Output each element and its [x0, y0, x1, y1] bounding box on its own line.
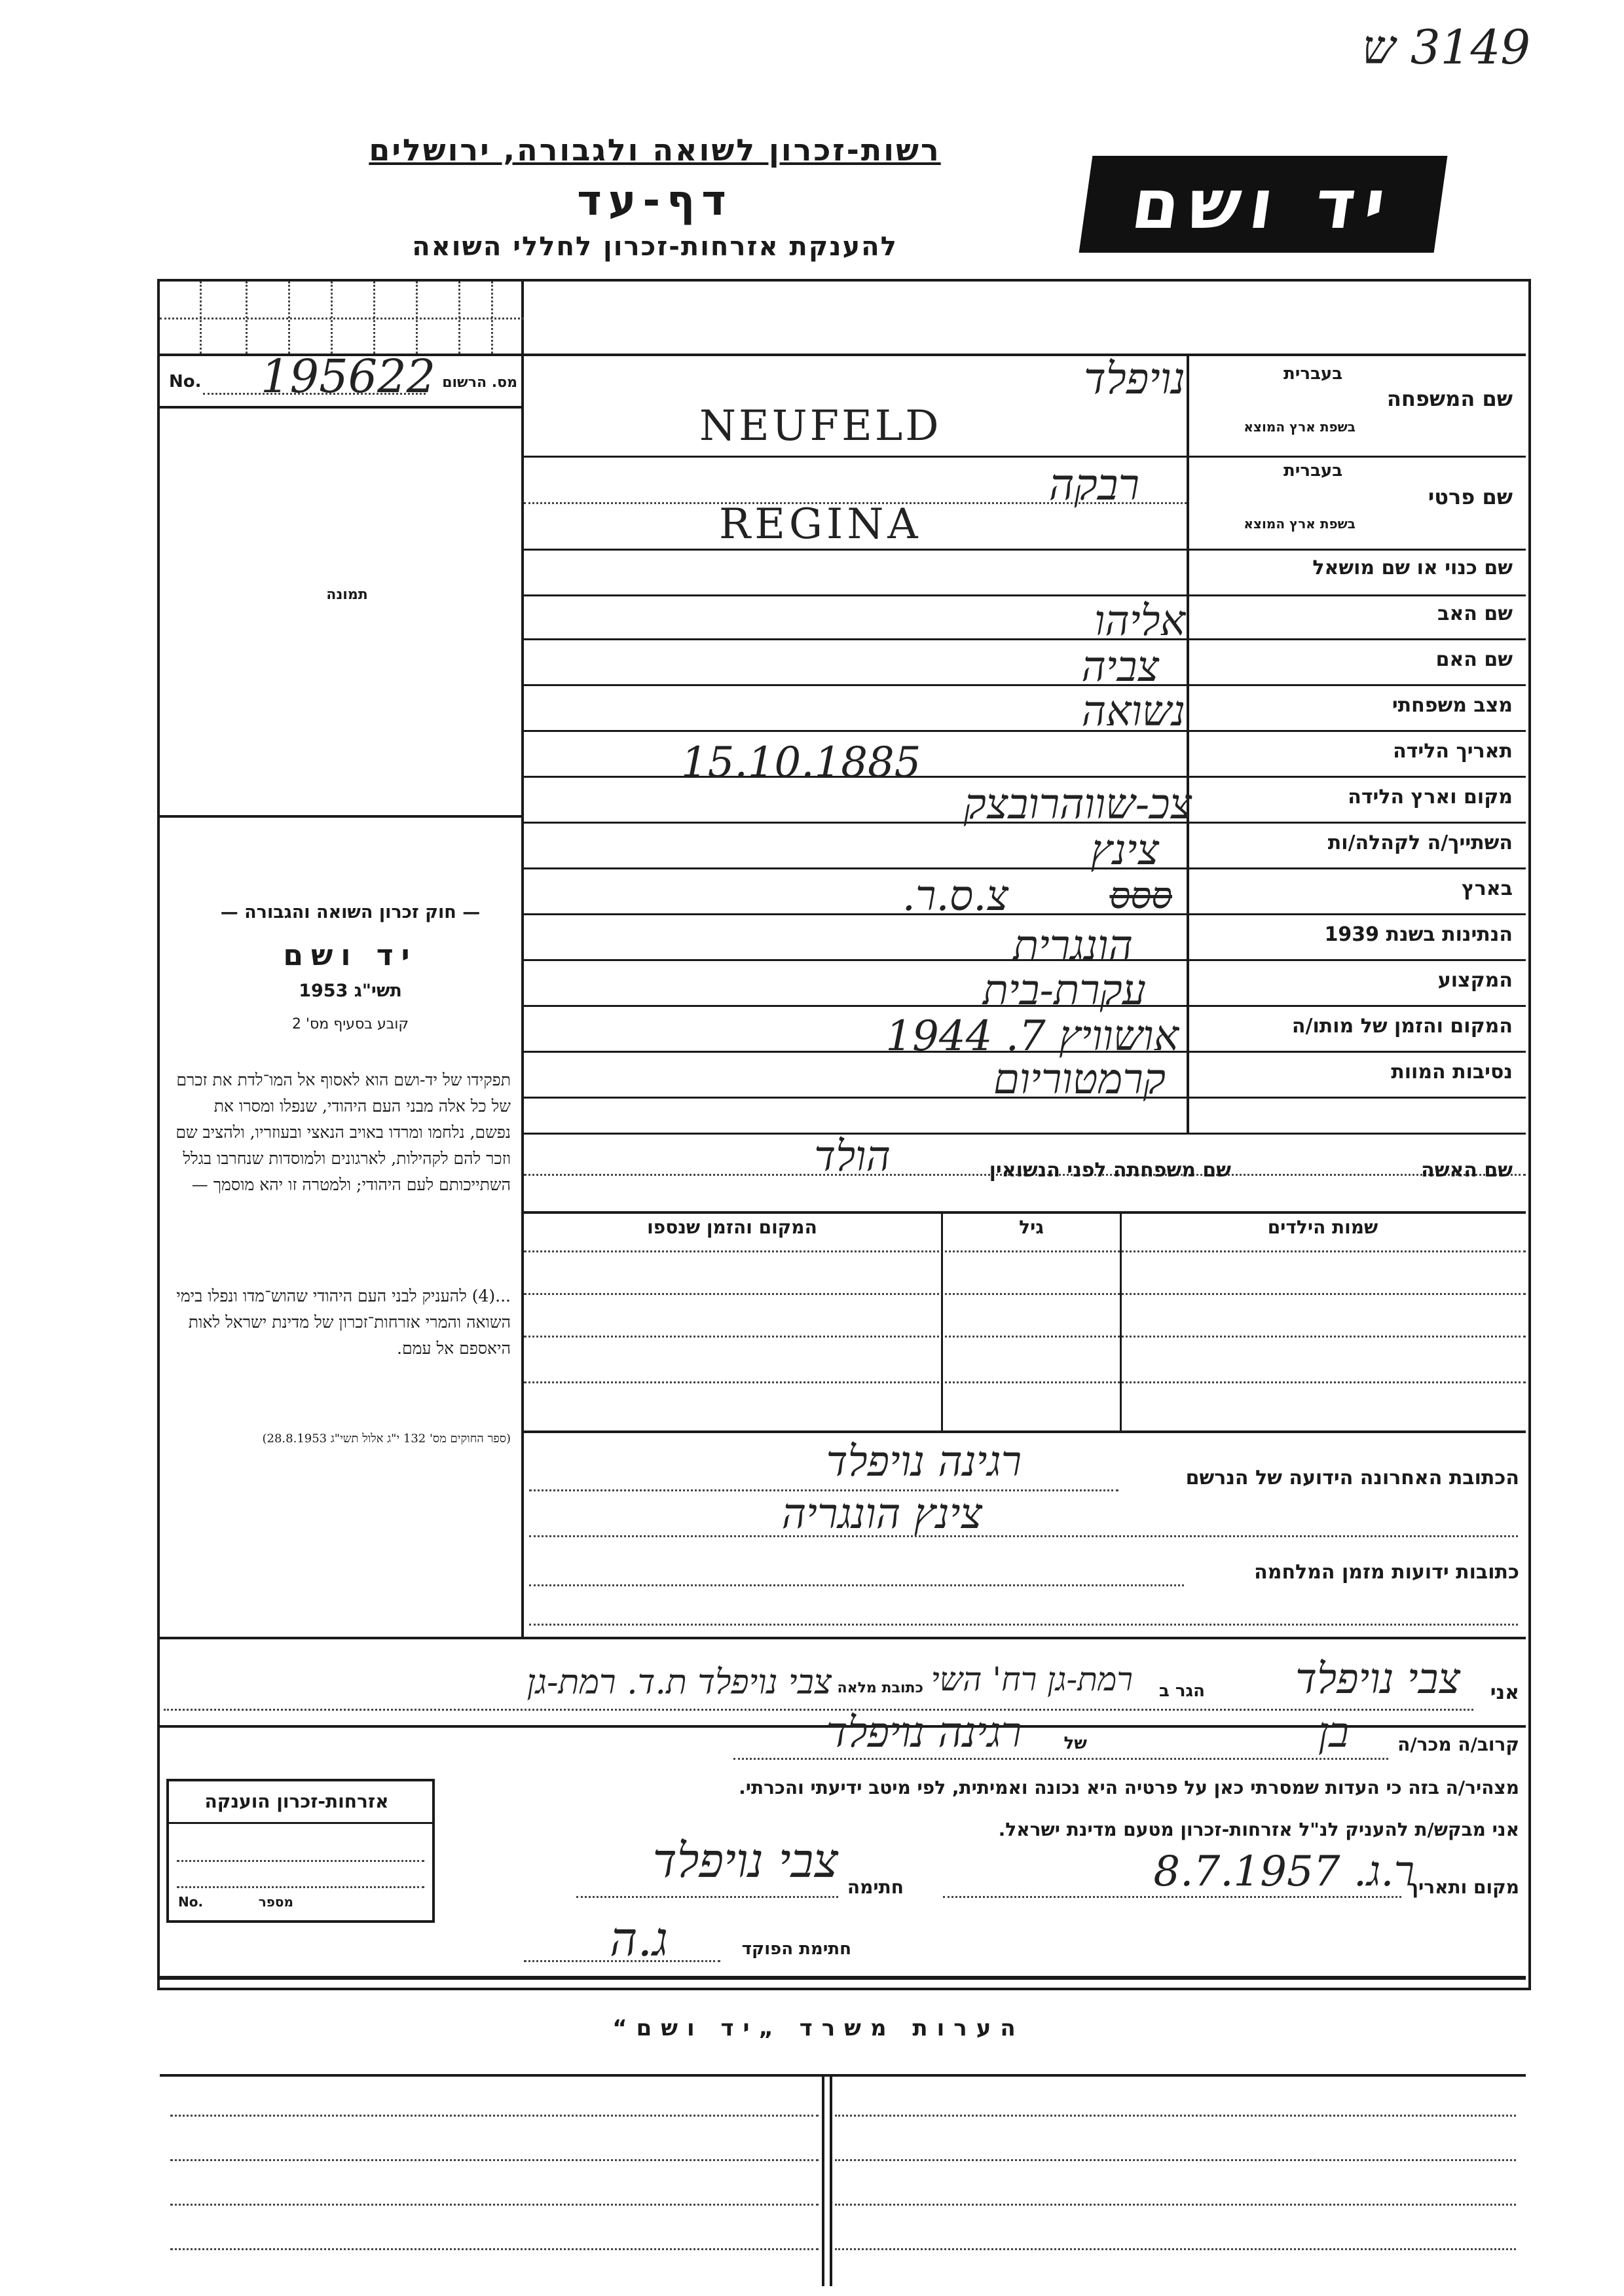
declarant-address: צבי נויפלד ת.ד. רמת-גן [526, 1663, 832, 1702]
maiden-value: הולד [814, 1133, 891, 1181]
law-year: תשי"ג 1953 [299, 981, 402, 1001]
place-date-label: מקום ותאריך [1407, 1876, 1519, 1898]
law-header: — חוק זכרון השואה והגבורה — [220, 902, 481, 922]
father-value: אליהו [1094, 597, 1185, 646]
form-title: דף-עד [577, 177, 733, 225]
authority-title: רשות-זכרון לשואה ולגבורה, ירושלים [369, 132, 941, 168]
family-name-origin: NEUFELD [699, 402, 942, 450]
community-label: השתייך/ה לקהלה/ות [1327, 831, 1513, 854]
of-name-value: רגינה נויפלד [826, 1709, 1022, 1757]
mother-value: צביה [1081, 643, 1159, 691]
relative-label: קרוב/ה מכר/ה [1397, 1734, 1519, 1755]
circumstances-value: קרמטוריום [993, 1055, 1166, 1104]
marital-value: נשואה [1081, 687, 1185, 736]
officer-signature: ג.ה [610, 1912, 668, 1967]
law-paragraph-1: תפקידו של יד-ושם הוא לאסוף אל המו־לדת את זכרם של כל אלה מבני העם היהודי, שנפלו ומסרו את נפשם, נלחמו ומרדו באויב הנאצי ובעוזריו, ולהציב שם וזכר להם לקהילות, לארגונים ולמוסדות שנחרבו בגלל השתייכותם לעם היהודי; ולמטרה זו יהא מוסמך — [175, 1070, 511, 1194]
of-label: של [1063, 1734, 1087, 1753]
children-place-header: המקום והזמן שנספו [647, 1216, 817, 1238]
relation-value: בן [1318, 1709, 1349, 1757]
wife-label: שם האשה [1421, 1159, 1513, 1182]
declaration-text: מצהיר/ה בזה כי העדות שמסרתי כאן על פרטיה היא נכונה ואמיתית, לפי מיטב ידיעתי והכרתי. [739, 1777, 1519, 1798]
place-date-value: ר.ג. 8.7.1957 [1153, 1848, 1414, 1896]
first-origin-label: בשפת ארץ המוצא [1244, 516, 1356, 532]
last-address-line-2: צינץ הונגריה [781, 1490, 982, 1539]
death-label: המקום והזמן של מותו/ה [1291, 1015, 1513, 1038]
family-origin-label: בשפת ארץ המוצא [1244, 419, 1356, 435]
wartime-address-label: כתובות ידועות מזמן המלחמה [1254, 1561, 1519, 1584]
full-address-label: כתובת מלאה [837, 1680, 923, 1696]
profession-label: המקצוע [1437, 969, 1513, 992]
country-value: צ.ס.ר. [902, 872, 1008, 920]
office-notes-title: הערות משרד „יד ושם“ [612, 2015, 1025, 2041]
family-name-label: שם המשפחה [1386, 386, 1513, 411]
birth-place-label: מקום וארץ הלידה [1348, 786, 1513, 809]
officer-signature-label: חתימת הפוקד [741, 1939, 851, 1959]
marital-label: מצב משפחתי [1392, 694, 1513, 717]
form-subtitle: להענקת אזרחות-זכרון לחללי השואה [412, 232, 898, 262]
last-address-label: הכתובת האחרונה הידועה של הנרשם [1185, 1467, 1519, 1489]
signature-label: חתימה [847, 1876, 904, 1898]
birth-place-value: צכ-שווהרובצק [963, 780, 1192, 829]
family-name-hebrew: נויפלד [1083, 354, 1185, 404]
law-clause: קובע בסעיף מס' 2 [291, 1016, 409, 1032]
birth-date-label: תאריך הלידה [1393, 740, 1513, 763]
circumstances-label: נסיבות המוות [1391, 1061, 1513, 1084]
declarant-signature: צבי נויפלד [652, 1833, 838, 1888]
declarant-city: רמת-גן רח' השי [931, 1660, 1133, 1698]
first-name-origin: REGINA [719, 500, 922, 549]
logo-text: יד ושם [1126, 164, 1400, 244]
first-hebrew-label: בעברית [1283, 461, 1343, 481]
citizenship-box-number-label: מספר [258, 1894, 293, 1910]
death-value: אושוויץ 7. 1944 [885, 1012, 1179, 1061]
request-text: אני מבקש/ת להעניק לנ"ל אזרחות-זכרון מטעם מדינת ישראל. [998, 1819, 1519, 1840]
citizenship-box [166, 1779, 435, 1923]
law-source: (ספר החוקים מס' 132 י"ג אלול תשי"ג 28.8.1953) [262, 1432, 511, 1446]
registration-label: מס. הרשום [442, 374, 517, 391]
profession-value: עקרת-בית [982, 966, 1146, 1015]
community-value: צינץ [1090, 826, 1159, 875]
children-age-header: גיל [1019, 1216, 1044, 1238]
archive-number: 3149 ש [1362, 20, 1531, 75]
maiden-label: שם משפחתה לפני הנשואין [989, 1159, 1231, 1182]
first-name-label: שם פרטי [1428, 484, 1513, 509]
citizenship-box-title: אזרחות-זכרון הוענקה [204, 1791, 389, 1812]
children-names-header: שמות הילדים [1267, 1216, 1378, 1238]
country-label: בארץ [1461, 877, 1513, 900]
father-label: שם האב [1437, 602, 1513, 625]
citizenship-box-no: No. [178, 1894, 204, 1910]
law-paragraph-2: ...(4) להעניק לבני העם היהודי שהוש־מדו ונפלו בימי השואה והמרי אזרחות־זכרון של מדינת ישראל לאות היאספם אל עמם. [176, 1286, 511, 1358]
registration-no-label: No. [169, 372, 202, 392]
law-name: יד ושם [283, 939, 418, 972]
resides-label: הגר ב [1158, 1681, 1205, 1701]
nickname-label: שם כנוי או שם מושאל [1312, 556, 1513, 579]
country-struck-value: ססס [1109, 875, 1172, 917]
photo-label: תמונה [326, 587, 368, 603]
family-hebrew-label: בעברית [1283, 364, 1343, 384]
first-name-hebrew: רבקה [1048, 460, 1139, 510]
citizenship-value: הונגרית [1012, 922, 1133, 970]
mother-label: שם האם [1435, 648, 1513, 671]
declarant-name: צבי נויפלד [1295, 1655, 1460, 1704]
registration-number: 195622 [261, 350, 436, 403]
declarant-i-label: אני [1490, 1681, 1519, 1704]
last-address-line-1: רגינה נויפלד [826, 1438, 1022, 1486]
citizenship-label: הנתינות בשנת 1939 [1324, 923, 1513, 946]
yad-vashem-logo [1079, 156, 1448, 253]
birth-date-value: 15.10.1885 [681, 738, 921, 787]
